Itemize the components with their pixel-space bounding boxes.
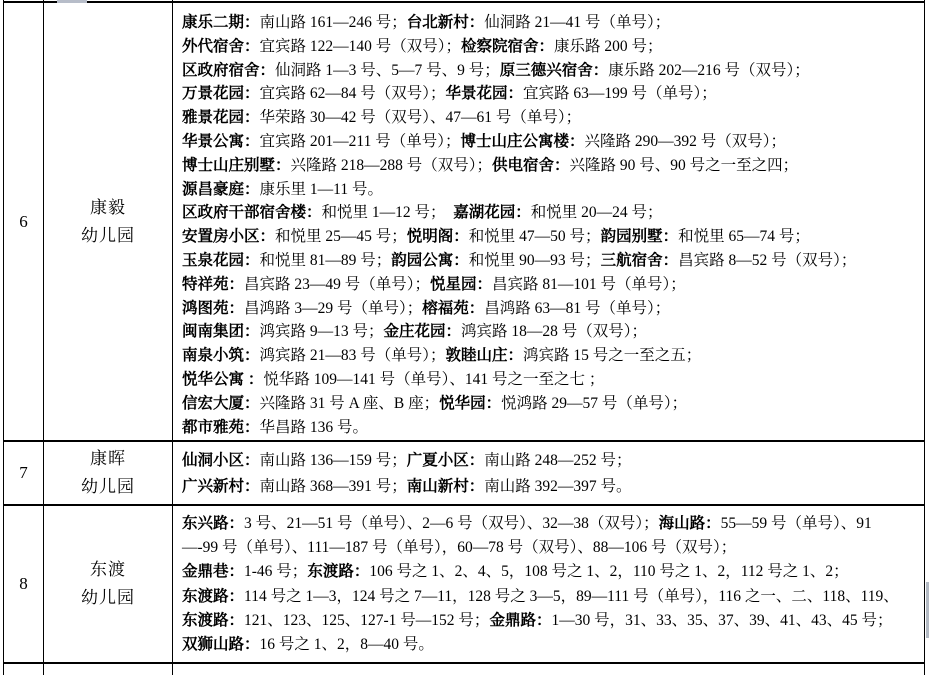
address-line (182, 609, 924, 633)
community-name: 悦华公寓 ： (182, 370, 264, 388)
district-content-cell (173, 664, 924, 675)
address-text: —-99 号（单号）、111—187 号（单号），60—78 号（双号）、88—106 号（双号）； (182, 539, 737, 557)
address-text: 兴隆路 90 号、90 号之一至之四； (569, 156, 799, 174)
community-name: 检察院宿舍： (461, 37, 555, 55)
address-line (182, 35, 924, 59)
kindergarten-name-cell (44, 506, 173, 662)
community-name: 安置房小区： (182, 228, 276, 246)
community-name: 南泉小筑： (182, 347, 260, 365)
district-content-cell (173, 0, 924, 1)
address-text: 昌鸿路 63—81 号（单号）； (484, 299, 671, 317)
address-line (182, 585, 924, 609)
address-text: 南山路 161—246 号； (259, 14, 407, 31)
address-text: 1-46 号； (244, 563, 308, 581)
address-text: 和悦里 1—12 号； (321, 204, 454, 222)
address-text: 兴隆路 290—392 号（双号）； (584, 132, 786, 150)
address-line (182, 130, 924, 154)
table-row-partial-bottom (4, 664, 924, 675)
address-line (182, 512, 924, 536)
kindergarten-name-line: 东渡 (90, 560, 126, 579)
address-line (182, 82, 924, 106)
address-text: 昌宾路 81—101 号（单号）； (492, 275, 686, 293)
row-number-cell (4, 664, 44, 675)
address-line (182, 178, 924, 202)
address-text: 和悦里 20—24 号； (530, 204, 663, 222)
screen-artifact-top (57, 0, 87, 3)
community-name: 广夏小区： (406, 452, 485, 469)
community-name: 海山路： (658, 515, 721, 532)
community-name: 信宏大厦： (182, 394, 260, 412)
community-name: 供电宿舍： (492, 156, 570, 174)
kindergarten-name-line: 幼儿园 (81, 588, 135, 607)
community-name: 三航宿舍： (600, 251, 679, 269)
address-line (182, 474, 924, 500)
address-text: 华昌路 136 号。 (259, 418, 369, 436)
district-content-cell (173, 442, 924, 504)
community-name: 韵园别墅： (600, 228, 679, 246)
address-text: 南山路 368—391 号； (259, 478, 407, 495)
address-text: 南山路 392—397 号。 (484, 478, 632, 495)
address-text: 16 号之 1、2，8—40 号。 (259, 636, 434, 654)
community-name: 悦明阁： (406, 228, 469, 246)
row-number: 8 (19, 574, 28, 593)
address-line (182, 11, 924, 35)
address-text: 兴隆路 218—288 号（双号）； (290, 156, 493, 174)
community-name: 东兴路： (182, 515, 245, 532)
address-text: 宜宾路 62—84 号（双号）； (259, 85, 446, 103)
address-text: 南山路 248—252 号； (484, 452, 632, 469)
row-number: 6 (19, 211, 28, 231)
community-name: 原三德兴宿舍： (499, 61, 609, 79)
address-text: 鸿宾路 9—13 号； (259, 323, 384, 341)
community-name: 仙洞小区： (182, 452, 260, 469)
address-text: 康乐路 200 号； (554, 37, 663, 55)
address-text: 华荣路 30—42 号（双号）、47—61 号（单号）； (259, 109, 582, 127)
community-name: 东渡路： (182, 611, 245, 629)
address-line (182, 633, 924, 657)
address-text: 南山路 136—159 号； (259, 452, 407, 469)
row-number-cell (4, 3, 44, 440)
community-name: 都市雅苑： (182, 418, 260, 436)
kindergarten-name-line: 幼儿园 (81, 477, 135, 496)
community-name: 金庄花园： (383, 323, 462, 341)
community-name: 东渡路： (307, 563, 370, 581)
address-text: 和悦里 47—50 号； (468, 228, 601, 246)
community-name: 东渡路： (182, 587, 245, 605)
address-text: 宜宾路 63—199 号（单号）； (523, 85, 717, 103)
address-line (182, 201, 924, 225)
address-text: 和悦里 65—74 号； (678, 228, 810, 246)
address-text: 55—59 号（单号）、91 (720, 515, 872, 532)
row-number-cell (4, 442, 44, 504)
community-name: 雅景花园： (182, 109, 260, 127)
address-text: 康乐路 202—216 号（双号）； (608, 61, 810, 79)
kindergarten-name-line: 幼儿园 (81, 225, 135, 245)
kindergarten-name-cell (44, 3, 173, 440)
address-text: 康乐里 1—11 号。 (259, 180, 383, 198)
address-text: 昌宾路 8—52 号（双号）； (678, 251, 857, 269)
address-line (182, 273, 924, 297)
address-text: 3 号、21—51 号（单号）、2—6 号（双号）、32—38（双号）； (244, 515, 659, 532)
address-line (182, 249, 924, 273)
community-name: 悦华园： (439, 394, 502, 412)
community-name: 闽南集团： (182, 323, 260, 341)
address-text: 仙洞路 1—3 号、5—7 号、9 号； (275, 61, 500, 79)
address-line (182, 368, 924, 392)
community-name: 康乐二期： (182, 14, 260, 31)
address-text: 和悦里 90—93 号； (468, 251, 601, 269)
kindergarten-name-cell (44, 442, 173, 504)
address-text: 和悦里 81—89 号； (259, 251, 392, 269)
row-number-cell (4, 0, 44, 1)
community-name: 台北新村： (406, 14, 485, 31)
row-number-cell (4, 506, 44, 662)
address-text: 121、123、125、127-1 号—152 号； (244, 611, 490, 629)
address-text: 昌宾路 23—49 号（单号）； (244, 275, 431, 293)
address-line (182, 59, 924, 83)
community-name: 源昌豪庭： (182, 180, 260, 198)
address-text: 鸿宾路 15 号之一至之五； (523, 347, 702, 365)
address-line (182, 392, 924, 416)
address-line (182, 560, 924, 584)
table-row (4, 3, 924, 442)
address-text: 仙洞路 21—41 号（单号）； (484, 14, 671, 31)
community-name: 双狮山路： (182, 636, 260, 654)
community-name: 华景公寓： (182, 132, 260, 150)
address-line (182, 416, 924, 440)
address-text: 鸿宾路 21—83 号（单号）； (259, 347, 446, 365)
community-name: 金鼎路： (489, 611, 552, 629)
row-number: 7 (19, 463, 28, 482)
community-name: 万景花园： (182, 85, 260, 103)
community-name: 嘉湖花园： (453, 204, 531, 222)
address-text: 宜宾路 122—140 号（双号）； (259, 37, 462, 55)
community-name: 榕福苑： (422, 299, 485, 317)
community-name: 特祥苑： (182, 275, 245, 293)
address-text: 106 号之 1、2、4、5，108 号之 1、2，110 号之 1、2，112 号之 1、2； (369, 563, 849, 581)
community-name: 玉泉花园： (182, 251, 260, 269)
community-name: 华景花园： (445, 85, 524, 103)
community-name: 敦睦山庄： (445, 347, 524, 365)
address-text: 昌鸿路 3—29 号（单号）； (244, 299, 423, 317)
community-name: 博士山庄别墅： (182, 156, 291, 174)
address-text: 鸿宾路 18—28 号（双号）； (461, 323, 648, 341)
address-line (182, 536, 924, 560)
address-text: 宜宾路 201—211 号（单号）； (259, 132, 461, 150)
address-line (182, 225, 924, 249)
community-name: 鸿图苑： (182, 299, 245, 317)
district-content-cell (173, 506, 924, 662)
address-text: 和悦里 25—45 号； (275, 228, 407, 246)
community-name: 韵园公寓： (391, 251, 469, 269)
address-line (182, 106, 924, 130)
community-name: 区政府宿舍： (182, 61, 276, 79)
address-text: 兴隆路 31 号 A 座、B 座； (259, 394, 440, 412)
district-table (3, 0, 925, 675)
table-row (4, 506, 924, 664)
address-line (182, 154, 924, 178)
community-name: 金鼎巷： (182, 563, 245, 581)
community-name: 南山新村： (406, 478, 485, 495)
address-line (182, 297, 924, 321)
kindergarten-name-cell (44, 664, 173, 675)
address-line (182, 448, 924, 474)
kindergarten-name-line: 康晖 (90, 449, 126, 468)
community-name: 广兴新村： (182, 478, 260, 495)
address-text: 悦华路 109—141 号（单号）、141 号之一至之七 ； (263, 370, 605, 388)
address-text: 114 号之 1—3，124 号之 7—11，128 号之 3—5，89—111 号（单号），116 之一、二、118、119、 (244, 587, 899, 605)
address-text: 悦鸿路 29—57 号（单号）； (501, 394, 688, 412)
address-text: 1—30 号，31、33、35、37、39、41、43、45 号； (551, 611, 893, 629)
community-name: 悦星园： (430, 275, 493, 293)
kindergarten-name-line: 康毅 (90, 197, 126, 217)
community-name: 区政府干部宿舍楼： (182, 204, 322, 222)
community-name: 外代宿舍： (182, 37, 260, 55)
community-name: 博士山庄公寓楼： (460, 132, 585, 150)
district-content-cell (173, 3, 924, 440)
address-line (182, 344, 924, 368)
table-row (4, 442, 924, 506)
address-line (182, 320, 924, 344)
